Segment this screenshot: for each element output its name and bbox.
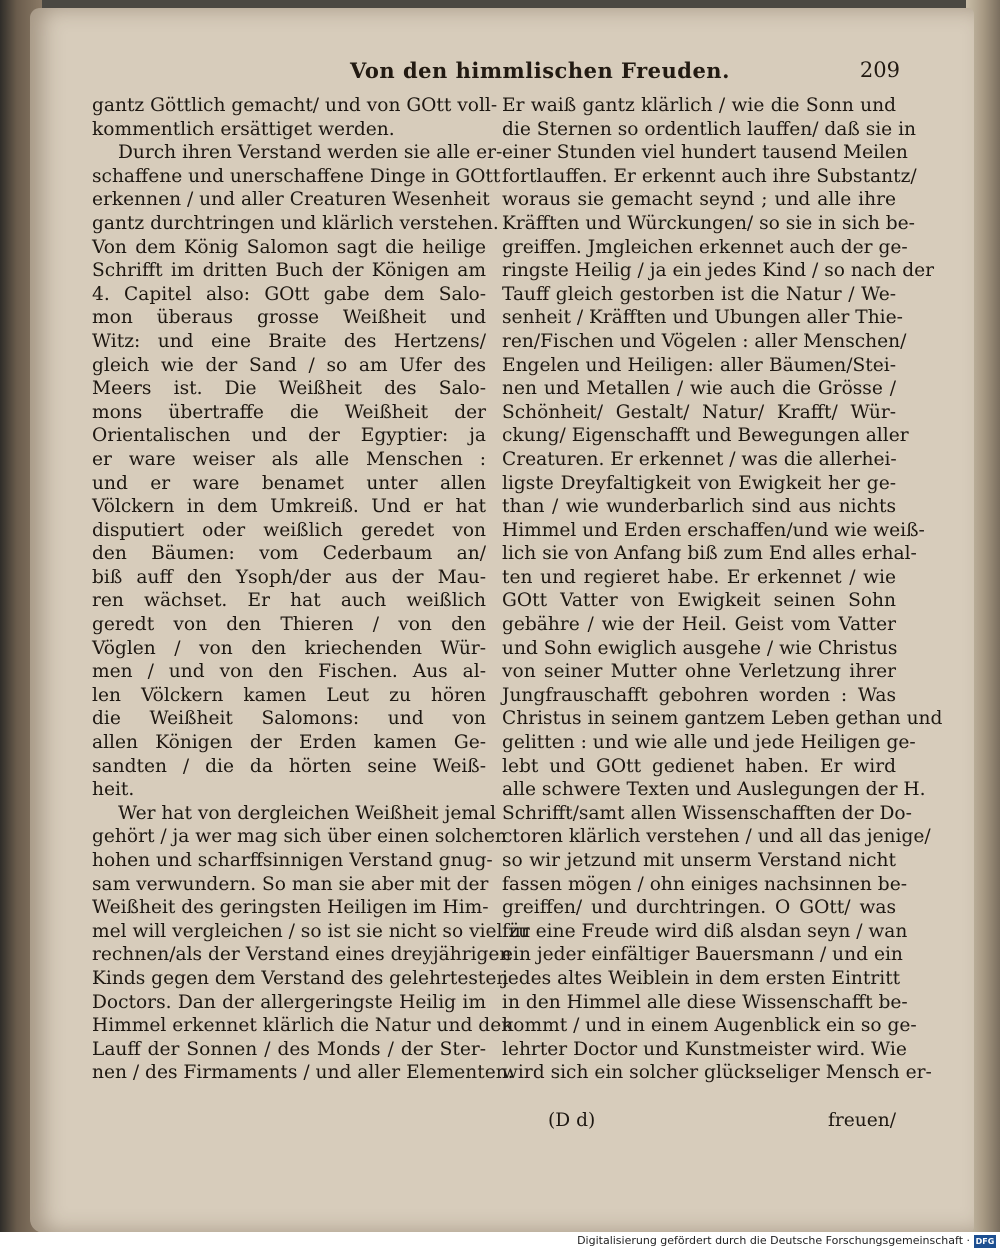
text-line: gleich wie der Sand / so am Ufer des xyxy=(92,354,486,376)
text-line: than / wie wunderbarlich sind aus nichts xyxy=(502,496,896,518)
text-line: allen Königen der Erden kamen Ge- xyxy=(92,732,486,754)
text-line: Lauff der Sonnen / des Monds / der Ster- xyxy=(92,1038,486,1060)
text-line: lich sie von Anfang biß zum End alles erhal- xyxy=(502,543,917,565)
text-line: ringste Heilig / ja ein jedes Kind / so nach der xyxy=(502,260,935,282)
text-line: von seiner Mutter ohne Verletzung ihrer xyxy=(502,661,896,683)
text-line: heit. xyxy=(92,779,135,801)
text-line: Himmel erkennet klärlich die Natur und den xyxy=(92,1015,514,1037)
text-line: gebähre / wie der Heil. Geist vom Vatter xyxy=(502,614,896,636)
text-line: und er ware benamet unter allen xyxy=(92,472,486,494)
left-text-column xyxy=(92,94,531,1085)
text-line: gantz durchtringen und klärlich verstehen. xyxy=(92,212,499,234)
text-line: für eine Freude wird diß alsdan seyn / wan xyxy=(502,920,908,942)
text-line: len Völckern kamen Leut zu hören xyxy=(92,684,486,706)
text-line: GOtt Vatter von Ewigkeit seinen Sohn xyxy=(502,590,896,612)
text-line: Durch ihren Verstand werden sie alle er- xyxy=(118,142,503,164)
text-line: fassen mögen / ohn einiges nachsinnen be- xyxy=(502,873,907,895)
text-line: men / und von den Fischen. Aus al- xyxy=(92,661,486,683)
text-line: 4. Capitel also: GOtt gabe dem Salo- xyxy=(92,283,486,305)
text-line: Christus in seinem gantzem Leben gethan und xyxy=(502,708,943,730)
text-line: Creaturen. Er erkennet / was die allerhei- xyxy=(502,448,897,470)
text-line: Meers ist. Die Weißheit des Salo- xyxy=(92,378,486,400)
page-number: 209 xyxy=(859,58,900,82)
text-line: Vöglen / von den kriechenden Wür- xyxy=(92,637,486,659)
text-line: greiffen/ und durchtringen. O GOtt/ was xyxy=(502,897,896,919)
text-line: Er waiß gantz klärlich / wie die Sonn und xyxy=(502,95,896,116)
text-line: biß auff den Ysoph/der aus der Mau- xyxy=(92,566,486,588)
text-line: so wir jetzund mit unserm Verstand nicht xyxy=(502,850,896,871)
text-line: ctoren klärlich verstehen / und all das jenige/ xyxy=(502,826,931,848)
text-line: erkennen / und aller Creaturen Wesenheit xyxy=(92,189,490,211)
text-line: senheit / Kräfften und Ubungen aller Thie- xyxy=(502,307,903,329)
text-line: kommentlich ersättiget werden. xyxy=(92,118,395,140)
text-line: ckung/ Eigenschafft und Bewegungen aller xyxy=(502,425,909,447)
text-line: mon überaus grosse Weißheit und xyxy=(92,307,486,329)
text-line: Himmel und Erden erschaffen/und wie weiß- xyxy=(502,519,925,541)
text-line: nen / des Firmaments / und aller Elementen. xyxy=(92,1062,514,1084)
text-line: fortlauffen. Er erkennt auch ihre Substantz/ xyxy=(502,165,917,187)
text-line: disputiert oder weißlich geredet von xyxy=(92,519,486,541)
text-line: greiffen. Jmgleichen erkennet auch der ge- xyxy=(502,236,908,258)
text-line: ein jeder einfältiger Bauersmann / und ein xyxy=(502,944,903,966)
text-line: Wer hat von dergleichen Weißheit jemal xyxy=(118,802,497,824)
text-line: Orientalischen und der Egyptier: ja xyxy=(92,425,486,447)
text-line: lebt und GOtt gedienet haben. Er wird xyxy=(502,755,896,777)
text-line: woraus sie gemacht seynd ; und alle ihre xyxy=(502,189,896,211)
text-line: schaffene und unerschaffene Dinge in GOtt xyxy=(92,165,501,187)
text-line: ren/Fischen und Vögelen : aller Menschen/ xyxy=(502,330,907,352)
text-line: jedes altes Weiblein in dem ersten Eintritt xyxy=(502,967,901,989)
text-line: gehört / ja wer mag sich über einen solchen xyxy=(92,826,507,848)
text-line: sam verwundern. So man sie aber mit der xyxy=(92,873,489,895)
text-line: gantz Göttlich gemacht/ und von GOtt voll- xyxy=(92,95,498,116)
text-line: Witz: und eine Braite des Hertzens/ xyxy=(92,330,486,352)
text-line: Weißheit des geringsten Heiligen im Him- xyxy=(92,897,489,919)
page-footer xyxy=(502,1110,896,1136)
text-line: ren wächset. Er hat auch weißlich xyxy=(92,590,486,612)
text-line: Schrifft im dritten Buch der Königen am xyxy=(92,260,486,282)
text-line: Schönheit/ Gestalt/ Natur/ Krafft/ Wür- xyxy=(502,401,896,423)
text-line: nen und Metallen / wie auch die Grösse / xyxy=(502,378,896,400)
text-line: Kräfften und Würckungen/ so sie in sich be- xyxy=(502,212,915,234)
right-text-column xyxy=(502,94,943,1085)
text-line: die Weißheit Salomons: und von xyxy=(92,708,486,730)
text-line: wird sich ein solcher glückseliger Mensch er- xyxy=(502,1062,932,1084)
text-line: geredt von den Thieren / von den xyxy=(92,614,486,636)
text-line: Schrifft/samt allen Wissenschafften der Do- xyxy=(502,802,912,824)
text-line: mons übertraffe die Weißheit der xyxy=(92,401,486,423)
text-line: Tauff gleich gestorben ist die Natur / We- xyxy=(502,283,896,305)
text-line: Kinds gegen dem Verstand des gelehrtesten xyxy=(92,967,509,989)
text-line: hohen und scharffsinnigen Verstand gnug- xyxy=(92,850,493,871)
text-line: lehrter Doctor und Kunstmeister wird. Wie xyxy=(502,1038,907,1060)
credit-text: Digitalisierung gefördert durch die Deutsche Forschungsgemeinschaft · xyxy=(577,1234,970,1247)
text-line: Von dem König Salomon sagt die heilige xyxy=(92,236,486,258)
text-line: Doctors. Dan der allergeringste Heilig im xyxy=(92,991,486,1013)
text-line: ligste Dreyfaltigkeit von Ewigkeit her ge- xyxy=(502,472,896,494)
text-line: die Sternen so ordentlich lauffen/ daß sie in xyxy=(502,118,917,140)
text-line: und Sohn ewiglich ausgehe / wie Christus xyxy=(502,637,898,659)
digitization-credit-bar xyxy=(0,1232,1000,1252)
page-header xyxy=(350,58,900,92)
text-line: sandten / die da hörten seine Weiß- xyxy=(92,755,486,777)
running-title: Von den himmlischen Freuden. xyxy=(350,58,730,83)
text-line: in den Himmel alle diese Wissenschafft be- xyxy=(502,991,908,1013)
catchword: freuen/ xyxy=(828,1110,896,1131)
text-line: den Bäumen: vom Cederbaum an/ xyxy=(92,543,486,565)
text-line: ten und regieret habe. Er erkennet / wie xyxy=(502,566,896,588)
text-line: rechnen/als der Verstand eines dreyjährigen xyxy=(92,944,512,966)
printer-signature-mark: (D d) xyxy=(548,1110,596,1131)
dfg-logo-icon: DFG xyxy=(975,1237,995,1246)
text-line: kommt / und in einem Augenblick ein so ge- xyxy=(502,1015,917,1037)
text-line: einer Stunden viel hundert tausend Meilen xyxy=(502,142,908,164)
text-line: alle schwere Texten und Auslegungen der H. xyxy=(502,779,926,801)
text-line: mel will vergleichen / so ist sie nicht so viel zu xyxy=(92,920,531,942)
text-line: Völckern in dem Umkreiß. Und er hat xyxy=(92,496,486,518)
text-line: er ware weiser als alle Menschen : xyxy=(92,448,486,470)
text-line: Engelen und Heiligen: aller Bäumen/Stei- xyxy=(502,354,896,376)
text-line: Jungfrauschafft gebohren worden : Was xyxy=(502,684,896,706)
text-line: gelitten : und wie alle und jede Heiligen ge- xyxy=(502,732,916,754)
